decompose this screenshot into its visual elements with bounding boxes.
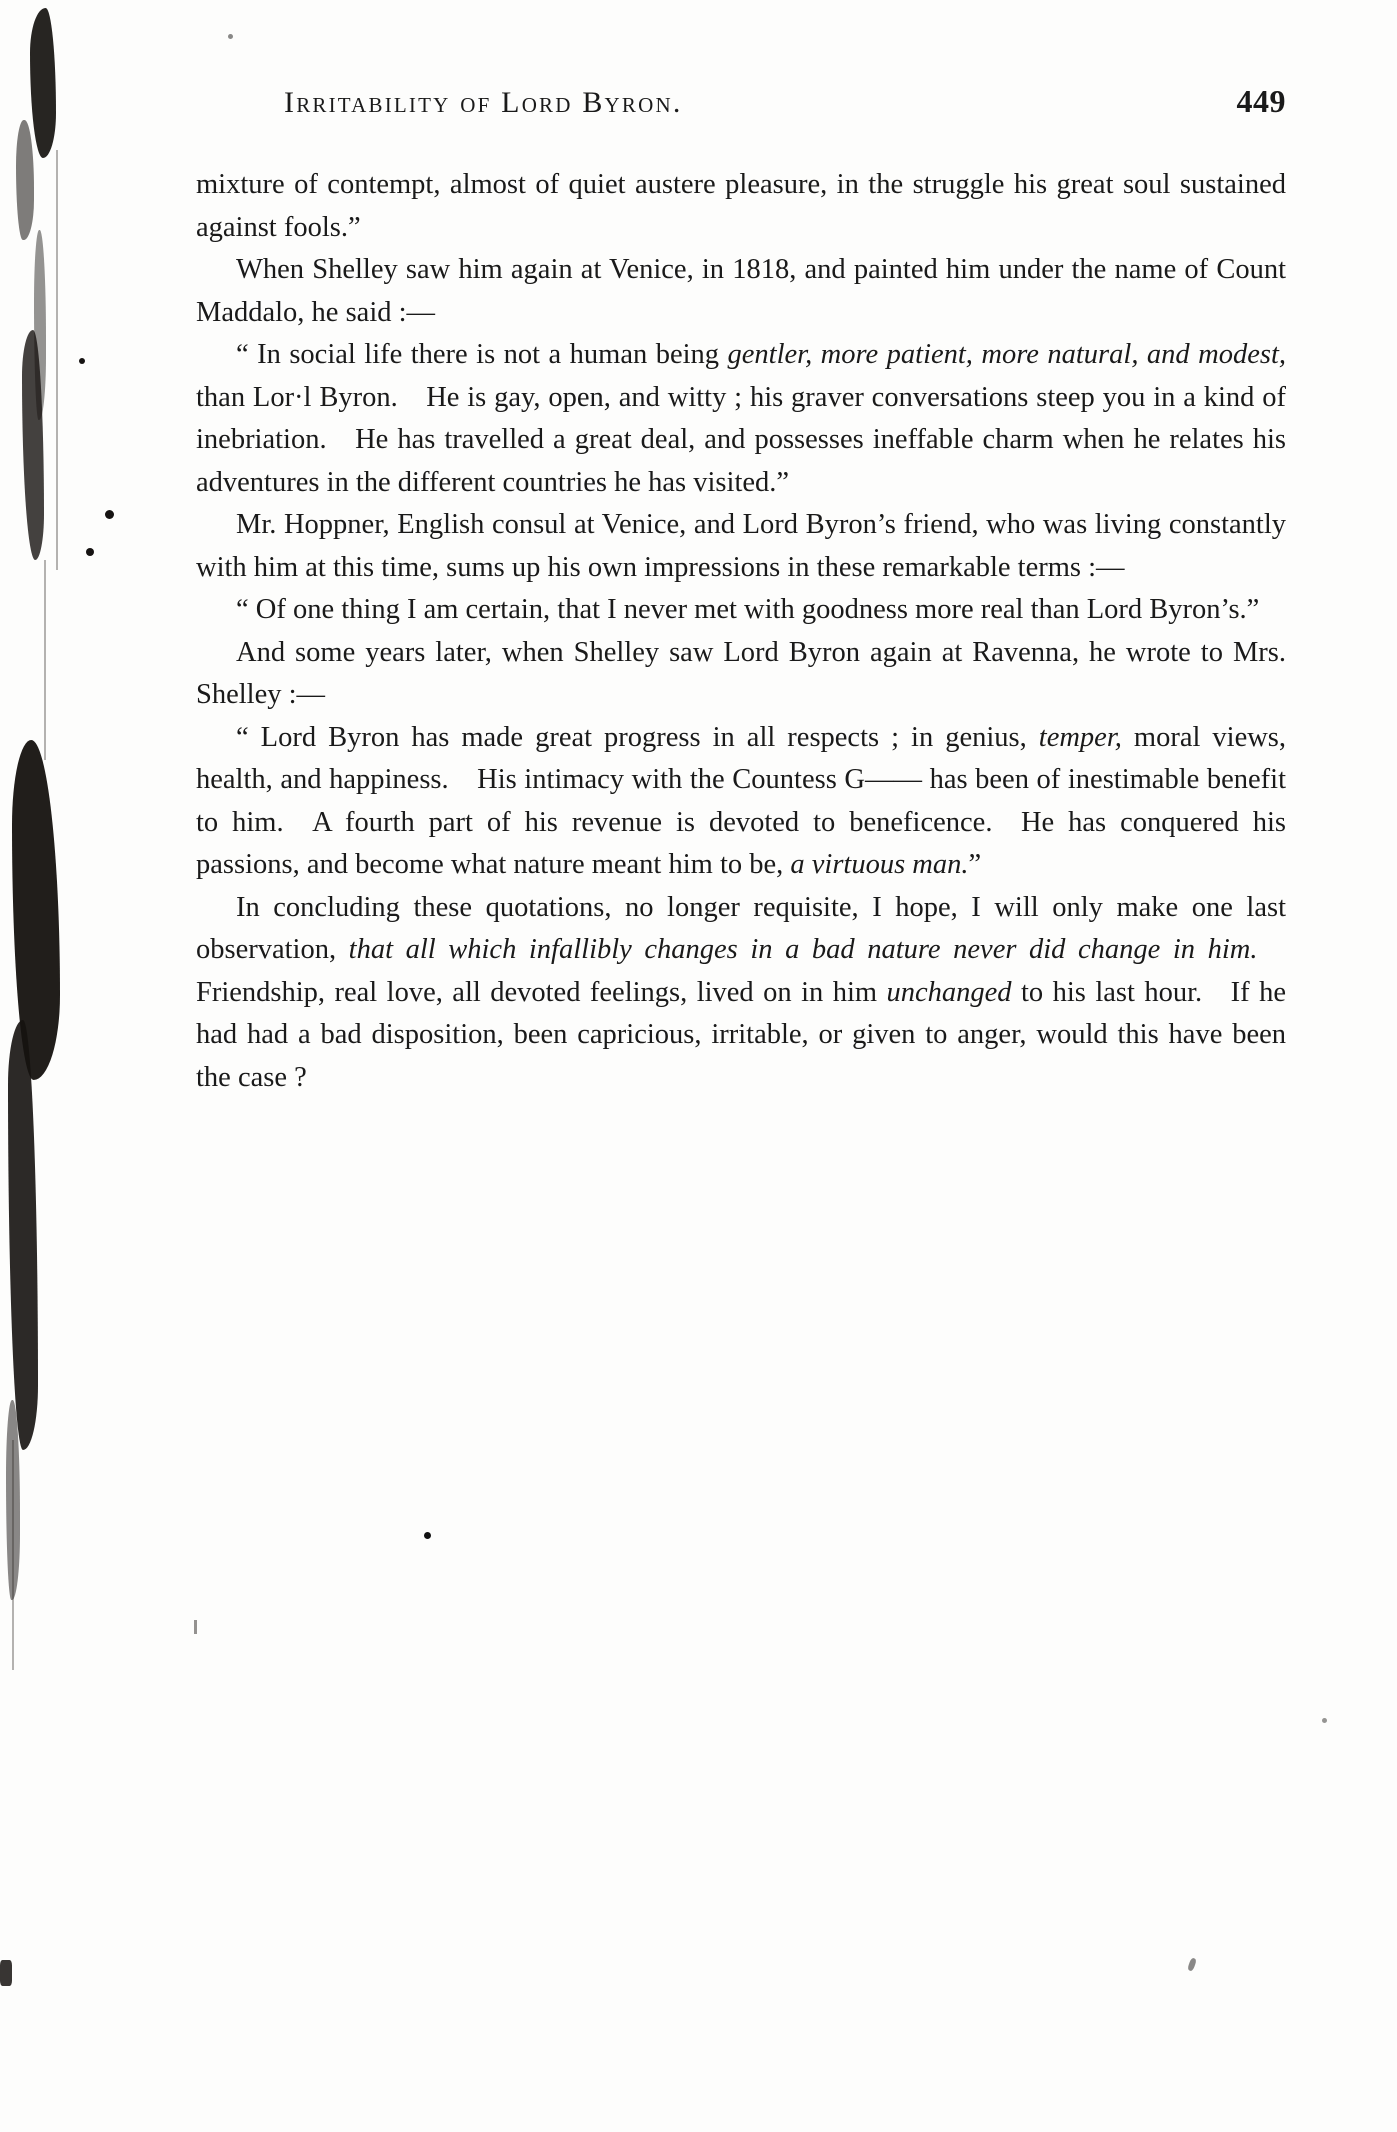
- smudge-blob: [16, 120, 34, 240]
- ink-speck: [1322, 1718, 1327, 1723]
- running-head-title: Irritability of Lord Byron.: [284, 86, 683, 119]
- text-run: When Shelley saw him again at Venice, in 1818, and painted him under the name of Count Maddalo, he said :—: [196, 254, 1286, 328]
- paragraph: [196, 334, 1286, 504]
- paragraph: [196, 632, 1286, 717]
- paragraph: [196, 717, 1286, 887]
- italic-phrase: that all which infallibly changes in a bad nature never did change in him.: [348, 934, 1258, 965]
- text-run: moral views, health, and happiness. His intimacy with the Countess G—— has been of inestimable benefit to him. A fourth part of his revenue is devoted to beneficence. He has conquered his passions, and become what nature meant him to be,: [196, 721, 1287, 880]
- ink-speck: [1187, 1957, 1197, 1971]
- italic-phrase: a virtuous man.: [790, 849, 969, 880]
- text-run: than Lor·l Byron. He is gay, open, and witty ; his graver conversations steep you in a kind of inebriation. He has travelled a great deal, and possesses ineffable charm when he relates his adventures in the different countries he has visited.”: [196, 381, 1286, 498]
- paragraph: [196, 887, 1286, 1100]
- body-text: [196, 164, 1286, 1099]
- text-run: “ In social life there is not a human being: [236, 339, 728, 370]
- text-run: Mr. Hoppner, English consul at Venice, and Lord Byron’s friend, who was living constantly with him at this time, sums up his own impressions in these remarkable terms :—: [196, 509, 1286, 583]
- running-head: [196, 83, 1286, 120]
- ink-speck: [424, 1532, 431, 1539]
- text-run: “ Lord Byron has made great progress in all respects ; in genius,: [236, 721, 1039, 753]
- text-run: In concluding these quotations, no longer requisite, I hope, I will only make one last observation,: [196, 891, 1286, 965]
- text-run: to his last hour. If he had had a bad disposition, been capricious, irritable, or given to anger, would this have been the case ?: [196, 976, 1286, 1093]
- scan-hairline: [56, 150, 58, 570]
- page-number: 449: [1236, 83, 1286, 119]
- scan-margin-tick: [194, 1620, 197, 1634]
- ink-speck: [79, 358, 85, 364]
- text-run: And some years later, when Shelley saw Lord Byron again at Ravenna, he wrote to Mrs. Shelley :—: [196, 636, 1286, 710]
- paragraph: [196, 249, 1286, 334]
- smudge-blob: [6, 1400, 20, 1600]
- smudge-blob: [0, 1960, 12, 1986]
- text-run: mixture of contempt, almost of quiet austere pleasure, in the struggle his great soul sustained against fools.”: [196, 169, 1286, 243]
- italic-phrase: temper,: [1038, 721, 1122, 753]
- text-run: ”: [968, 849, 982, 880]
- smudge-blob: [22, 330, 44, 560]
- ink-speck: [86, 548, 94, 556]
- scan-gutter-smudge: [0, 0, 86, 2132]
- italic-phrase: gentler, more patient, more natural, and modest,: [727, 339, 1287, 370]
- page-text-column: [196, 83, 1287, 1099]
- smudge-blob: [12, 740, 60, 1080]
- text-run: “ Of one thing I am certain, that I never met with goodness more real than Lord Byron’s.”: [236, 594, 1260, 625]
- italic-phrase: unchanged: [886, 976, 1012, 1008]
- ink-speck: [228, 34, 233, 39]
- smudge-blob: [30, 8, 56, 158]
- scan-hairline: [44, 560, 46, 760]
- paragraph: [196, 589, 1286, 632]
- smudge-blob: [8, 1020, 38, 1450]
- ink-speck: [105, 510, 114, 519]
- text-run: Friendship, real love, all devoted feelings, lived on in him: [196, 934, 1286, 1008]
- smudge-blob: [34, 230, 46, 420]
- paragraph: [196, 504, 1286, 589]
- scan-hairline: [12, 1440, 14, 1670]
- paragraph: [196, 164, 1286, 249]
